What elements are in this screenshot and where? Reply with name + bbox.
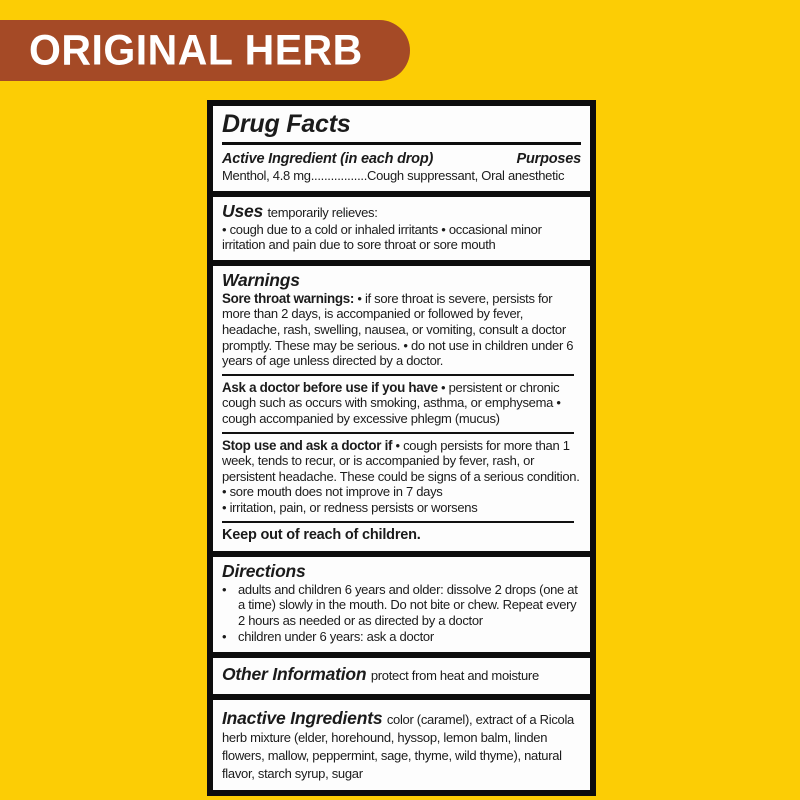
sore-throat-warning [222, 291, 581, 369]
active-ingredient-heading: Active Ingredient (in each drop) [222, 151, 434, 167]
active-ingredient-row: Menthol, 4.8 mg.................Cough suppressant, Oral anesthetic [222, 168, 565, 183]
section-directions [213, 557, 590, 652]
warnings-heading: Warnings [222, 269, 300, 290]
stop-use-warning-lead: Stop use and ask a doctor if [222, 437, 393, 453]
sore-throat-warning-lead: Sore throat warnings: [222, 290, 355, 306]
other-information-text: protect from heat and moisture [370, 667, 539, 683]
flavor-banner-label: ORIGINAL HERB [29, 26, 363, 74]
drug-facts-panel [207, 100, 596, 796]
warnings-divider-1 [222, 374, 574, 376]
flavor-banner [0, 20, 410, 81]
bullet-icon: • [222, 629, 227, 645]
other-information-heading: Other Information [222, 663, 367, 684]
warnings-divider-2 [222, 432, 574, 434]
uses-heading-row [222, 201, 581, 222]
keep-out-of-reach-text: Keep out of reach of children. [222, 526, 421, 543]
warnings-divider-3 [222, 521, 574, 523]
section-title-active-ingredient [213, 106, 590, 191]
section-uses [213, 197, 590, 260]
directions-item [222, 629, 581, 645]
ask-doctor-warning [222, 380, 581, 427]
directions-heading: Directions [222, 560, 306, 581]
ask-doctor-warning-text: • persistent or chronic cough such as occurs with smoking, asthma, or emphysema • cough accompanied by excessive phlegm (mucus) [222, 379, 561, 426]
active-ingredient-header-row [222, 151, 581, 168]
stop-use-warning [222, 438, 581, 500]
other-information-row [222, 664, 581, 685]
inactive-ingredients-text: color (caramel), extract of a Ricola herb mixture (elder, horehound, hyssop, lemon balm, linden flowers, mallow, peppermint, sage, thyme, wild thyme), natural flavor, starch syrup, sugar [222, 711, 574, 781]
title-divider [222, 142, 581, 145]
inactive-ingredients-row [222, 708, 581, 783]
section-warnings [213, 266, 590, 551]
stop-use-warning-line2: • irritation, pain, or redness persists or worsens [222, 499, 478, 515]
stop-use-warning-text: • cough persists for more than 1 week, tends to recur, or is accompanied by fever, rash, or persistent headache. These could be signs of a serious condition. • sore mouth does not improve in 7 days [222, 437, 580, 500]
uses-body: • cough due to a cold or inhaled irritants • occasional minor irritation and pain due to sore throat or sore mouth [222, 221, 542, 253]
section-inactive-ingredients [213, 700, 590, 790]
uses-heading: Uses [222, 200, 264, 221]
section-other-information [213, 658, 590, 694]
directions-item-text: children under 6 years: ask a doctor [238, 629, 434, 645]
directions-item [222, 582, 581, 629]
sore-throat-warning-text: • if sore throat is severe, persists for more than 2 days, is accompanied or followed by fever, headache, rash, swelling, nausea, or vomiting, consult a doctor promptly. These may be serious. • do not use in children under 6 years of age unless directed by a doctor. [222, 290, 574, 369]
bullet-icon: • [222, 581, 227, 597]
directions-item-text: adults and children 6 years and older: dissolve 2 drops (one at a time) slowly in the mouth. Do not bite or chew. Repeat every 2 hours as needed or as directed by a doctor [238, 581, 578, 628]
inactive-ingredients-heading: Inactive Ingredients [222, 707, 383, 728]
ask-doctor-warning-lead: Ask a doctor before use if you have [222, 379, 438, 395]
drug-facts-title: Drug Facts [222, 110, 351, 138]
uses-lead: temporarily relieves: [267, 204, 378, 220]
purposes-heading: Purposes [516, 151, 581, 167]
